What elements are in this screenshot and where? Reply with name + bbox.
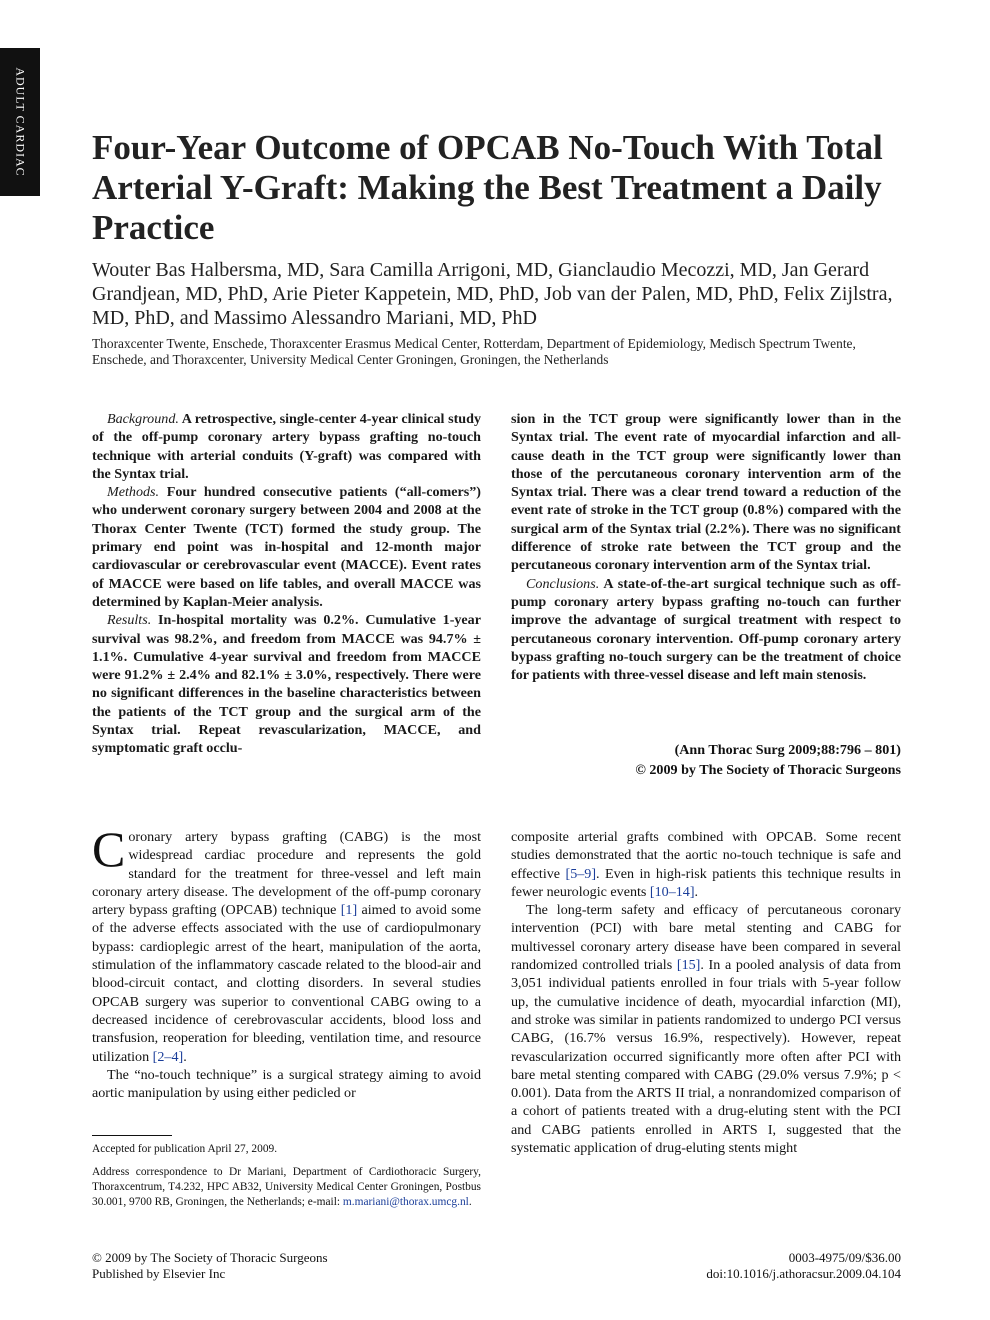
reference-link[interactable]: [2–4] [152, 1048, 184, 1065]
methods-label: Methods. [107, 484, 160, 501]
author-list: Wouter Bas Halbersma, MD, Sara Camilla Arrigoni, MD, Gianclaudio Mecozzi, MD, Jan Gerard Grandjean, MD, PhD, Arie Pieter Kappetein, MD, PhD, Job van der Palen, MD, PhD, Felix Zijlstra, MD, PhD, and Massimo Alessandro Mariani, MD, PhD [92, 259, 893, 329]
body-paragraph-3: composite arterial grafts combined with OPCAB. Some recent studies demonstrated that the aortic no-touch technique is safe and effective [5–9]. Even in high-risk patients this technique results in fewer neurologic events [10–14]. [511, 829, 901, 900]
abstract-results: Results. In-hospital mortality was 0.2%. Cumulative 1-year survival was 98.2%, and freedom from MACCE was 94.7% ± 1.1%. Cumulative 4-year survival and freedom from MACCE were 91.2% ± 2.4% and 82.1% ± 3.0%, respectively. There were no significant differences in the baseline characteristics between the patients of the TCT group and the surgical arm of the Syntax trial. Repeat revascularization, MACCE, and symptomatic graft occlu- [92, 612, 481, 757]
abstract-left-column [92, 410, 481, 758]
citation-block [510, 740, 901, 780]
abstract-right-column [511, 410, 901, 684]
reference-link[interactable]: [1] [340, 902, 358, 919]
results-label: Results. [107, 612, 152, 629]
footnote-divider [92, 1135, 172, 1136]
body-paragraph-1: Coronary artery bypass grafting (CABG) is the most widespread cardiac procedure and represents the gold standard for the treatment for three-vessel and left main coronary artery disease. The development of the off-pump coronary artery bypass grafting (OPCAB) technique [1] aimed to avoid some of the adverse effects associated with the use of cardiopulmonary bypass: cardioplegic arrest of the heart, manipulation of the aorta, stimulation of the inflammatory cascade related to the blood-air and blood-circuit contact, and clotting disorders. In several studies OPCAB surgery was superior to conventional CABG owing to a decreased incidence of cerebrovascular accidents, blood loss and transfusion, reoperation for bleeding, ventilation time, and resource utilization [2–4]. [92, 821, 482, 1065]
citation-copyright: © 2009 by The Society of Thoracic Surgeons [635, 762, 901, 778]
section-tab [0, 48, 40, 196]
article-title: Four-Year Outcome of OPCAB No-Touch With Total Arterial Y-Graft: Making the Best Treatment a Daily Practice [92, 128, 883, 247]
footer-copyright: © 2009 by The Society of Thoracic Surgeons [92, 1250, 328, 1265]
drop-cap: C [92, 821, 126, 877]
background-label: Background. [107, 411, 179, 427]
conclusions-label: Conclusions. [526, 575, 600, 592]
reference-link[interactable]: [5–9] [565, 865, 597, 882]
footnotes [92, 1142, 481, 1218]
abstract-methods: Methods. Four hundred consecutive patients (“all-comers”) who underwent coronary surgery between 2004 and 2008 at the Thorax Center Twente (TCT) formed the study group. The primary end point was in-hospital and 12-month major cardiovascular or cerebrovascular event (MACCE). Event rates of MACCE were based on life tables, and overall MACCE was determined by Kaplan-Meier analysis. [92, 484, 481, 610]
footer-left [92, 1250, 328, 1282]
accepted-date: Accepted for publication April 27, 2009. [92, 1143, 278, 1155]
abstract-conclusions: Conclusions. A state-of-the-art surgical technique such as off-pump coronary artery bypass grafting no-touch can further improve the advantage of surgical treatment with respect to percutaneous coronary intervention. Off-pump coronary artery bypass grafting no-touch surgery can be the treatment of choice for patients with three-vessel disease and left main stenosis. [511, 575, 901, 684]
body-left-column [92, 821, 482, 1102]
affiliation: Thoraxcenter Twente, Enschede, Thoraxcenter Erasmus Medical Center, Rotterdam, Department of Epidemiology, Medisch Spectrum Twente, Enschede, and Thoraxcenter, University Medical Center Groningen, Groningen, the Netherlands [92, 336, 856, 367]
reference-link[interactable]: [15] [676, 957, 701, 974]
footer-right [600, 1250, 901, 1282]
abstract-results-continued: sion in the TCT group were significantly lower than in the Syntax trial. The event rate of myocardial infarction and all-cause death in the TCT group were significantly lower than those of the percutaneous coronary intervention arm of the Syntax trial. There was a clear trend toward a reduction of the event rate of stroke in the TCT group (0.8%) compared with the surgical arm of the Syntax trial (2.2%). There was no significant difference of stroke rate between the TCT group and the percutaneous coronary intervention arm of the Syntax trial. [511, 411, 901, 574]
body-right-column [511, 828, 901, 1157]
footer-issn: 0003-4975/09/$36.00 [788, 1250, 901, 1265]
reference-link[interactable]: [10–14] [649, 883, 695, 900]
journal-citation: (Ann Thorac Surg 2009;88:796 – 801) [674, 742, 901, 758]
section-tab-label: ADULT CARDIAC [13, 67, 28, 177]
footer-publisher: Published by Elsevier Inc [92, 1266, 226, 1281]
email-link[interactable]: m.mariani@thorax.umcg.nl [342, 1196, 469, 1208]
footer-doi: doi:10.1016/j.athoracsur.2009.04.104 [706, 1266, 901, 1281]
body-paragraph-2: The “no-touch technique” is a surgical strategy aiming to avoid aortic manipulation by using either pedicled or [92, 1066, 481, 1102]
body-paragraph-4: The long-term safety and efficacy of percutaneous coronary intervention (PCI) with bare metal stenting and CABG for multivessel coronary artery disease have been compared in several randomized controlled trials [15]. In a pooled analysis of data from 3,051 individual patients enrolled in four trials with 5-year follow up, the cumulative incidence of death, myocardial infarction (MI), and stroke was similar in patients randomized to undergo PCI versus CABG, (16.7% versus 16.9%, respectively). However, repeat revascularization occurred significantly more often after PCI with bare metal stenting compared with CABG (29.0% versus 7.9%; p < 0.001). Data from the ARTS II trial, a nonrandomized comparison of a cohort of patients treated with a drug-eluting stent with the PCI and CABG patients enrolled in ARTS I, suggested that the systematic application of drug-eluting stents might [511, 902, 901, 1157]
correspondence-address: Address correspondence to Dr Mariani, Department of Cardiothoracic Surgery, Thoraxcentrum, T4.232, HPC AB32, University Medical Center Groningen, Postbus 30.001, 9700 RB, Groningen, the Netherlands; e-mail: m.mariani@thorax.umcg.nl. [92, 1166, 481, 1208]
abstract-background: Background. A retrospective, single-center 4-year clinical study of the off-pump coronary artery bypass grafting no-touch technique with arterial conduits (Y-graft) was compared with the Syntax trial. [92, 411, 481, 482]
